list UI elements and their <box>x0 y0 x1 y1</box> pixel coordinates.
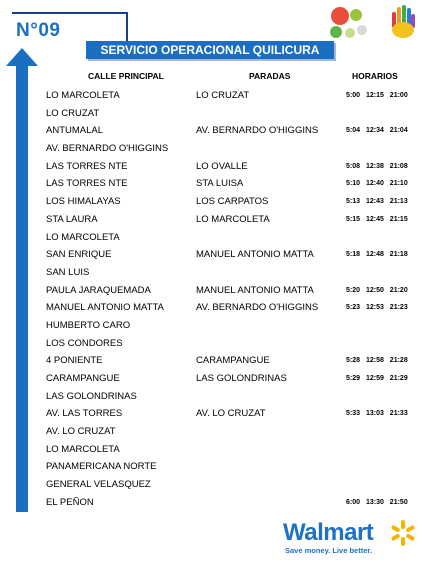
times-cell: 5:00 12:15 21:00 <box>346 92 408 99</box>
table-row <box>0 212 426 230</box>
street-cell: STA LAURA <box>46 213 98 225</box>
stop-cell: AV. BERNARDO O'HIGGINS <box>196 125 319 137</box>
stop-cell: MANUEL ANTONIO MATTA <box>196 249 314 261</box>
table-row <box>0 336 426 354</box>
table-row <box>0 176 426 194</box>
header-street: CALLE PRINCIPAL <box>88 71 164 81</box>
times-cell: 5:18 12:48 21:18 <box>346 251 408 259</box>
table-row <box>0 406 426 424</box>
stop-cell: LO CRUZAT <box>196 90 250 101</box>
stop-cell: STA LUISA <box>196 178 244 190</box>
route-number-connector <box>126 12 128 42</box>
table-row <box>0 88 426 106</box>
times-cell: 5:20 12:50 21:20 <box>346 286 408 294</box>
times-cell: 5:23 12:53 21:23 <box>346 304 408 312</box>
community-program-logo-icon <box>326 6 370 40</box>
street-cell: LOS CONDORES <box>46 337 123 349</box>
hands-logo-icon <box>390 4 416 40</box>
service-title-banner: SERVICIO OPERACIONAL QUILICURA <box>86 41 334 59</box>
table-row <box>0 247 426 265</box>
street-cell: CARAMPANGUE <box>46 373 120 384</box>
table-row <box>0 283 426 301</box>
table-row <box>0 141 426 159</box>
street-cell: LO CRUZAT <box>46 107 100 119</box>
stop-cell: AV. BERNARDO O'HIGGINS <box>196 302 319 314</box>
table-row <box>0 442 426 460</box>
street-cell: SAN ENRIQUE <box>46 249 112 261</box>
times-cell: 6:00 13:30 21:50 <box>346 498 408 506</box>
table-row <box>0 230 426 248</box>
stop-cell: LO MARCOLETA <box>196 213 270 225</box>
stop-cell: MANUEL ANTONIO MATTA <box>196 284 314 296</box>
street-cell: HUMBERTO CARO <box>46 319 131 331</box>
street-cell: AV. BERNARDO O'HIGGINS <box>46 143 169 155</box>
walmart-logo <box>283 519 423 559</box>
street-cell: SAN LUIS <box>46 266 90 278</box>
times-cell: 5:13 12:43 21:13 <box>346 198 408 206</box>
spark-icon <box>389 519 417 547</box>
times-cell: 5:08 12:38 21:08 <box>346 162 408 170</box>
table-row <box>0 106 426 124</box>
street-cell: GENERAL VELASQUEZ <box>46 479 151 491</box>
street-cell: ANTUMALAL <box>46 125 104 137</box>
table-row <box>0 123 426 141</box>
table-row <box>0 495 426 513</box>
street-cell: LAS TORRES NTE <box>46 160 128 172</box>
street-cell: LAS GOLONDRINAS <box>46 390 137 402</box>
table-row <box>0 300 426 318</box>
schedule-table <box>0 88 426 513</box>
street-cell: LOS HIMALAYAS <box>46 196 121 208</box>
times-cell: 5:04 12:34 21:04 <box>346 127 408 135</box>
table-row <box>0 424 426 442</box>
street-cell: PANAMERICANA NORTE <box>46 461 157 473</box>
stop-cell: LAS GOLONDRINAS <box>196 373 287 384</box>
table-row <box>0 265 426 283</box>
header-times: HORARIOS <box>352 71 398 81</box>
table-row <box>0 353 426 371</box>
street-cell: LAS TORRES NTE <box>46 178 128 190</box>
street-cell: MANUEL ANTONIO MATTA <box>46 302 164 314</box>
street-cell: 4 PONIENTE <box>46 355 103 367</box>
stop-cell: LO OVALLE <box>196 160 248 172</box>
street-cell: EL PEÑON <box>46 496 94 508</box>
stop-cell: AV. LO CRUZAT <box>196 408 266 420</box>
table-row <box>0 389 426 407</box>
table-row <box>0 159 426 177</box>
times-cell: 5:15 12:45 21:15 <box>346 215 408 223</box>
street-cell: LO MARCOLETA <box>46 443 120 455</box>
times-cell: 5:33 13:03 21:33 <box>346 410 408 418</box>
table-row <box>0 477 426 495</box>
times-cell: 5:29 12:59 21:29 <box>346 375 408 382</box>
street-cell: LO MARCOLETA <box>46 90 120 101</box>
table-row <box>0 371 426 389</box>
street-cell: PAULA JARAQUEMADA <box>46 284 151 296</box>
table-row <box>0 318 426 336</box>
street-cell: LO MARCOLETA <box>46 231 120 243</box>
brand-name: Walmart <box>283 519 374 546</box>
route-number-underline <box>12 12 128 14</box>
times-cell: 5:28 12:58 21:28 <box>346 357 408 365</box>
street-cell: AV. LO CRUZAT <box>46 426 116 438</box>
header-stops: PARADAS <box>249 71 291 81</box>
street-cell: AV. LAS TORRES <box>46 408 123 420</box>
table-row <box>0 459 426 477</box>
table-row <box>0 194 426 212</box>
stop-cell: CARAMPANGUE <box>196 355 270 367</box>
stop-cell: LOS CARPATOS <box>196 196 269 208</box>
brand-tagline: Save money. Live better. <box>285 546 372 555</box>
route-number: N°09 <box>16 20 61 41</box>
times-cell: 5:10 12:40 21:10 <box>346 180 408 188</box>
